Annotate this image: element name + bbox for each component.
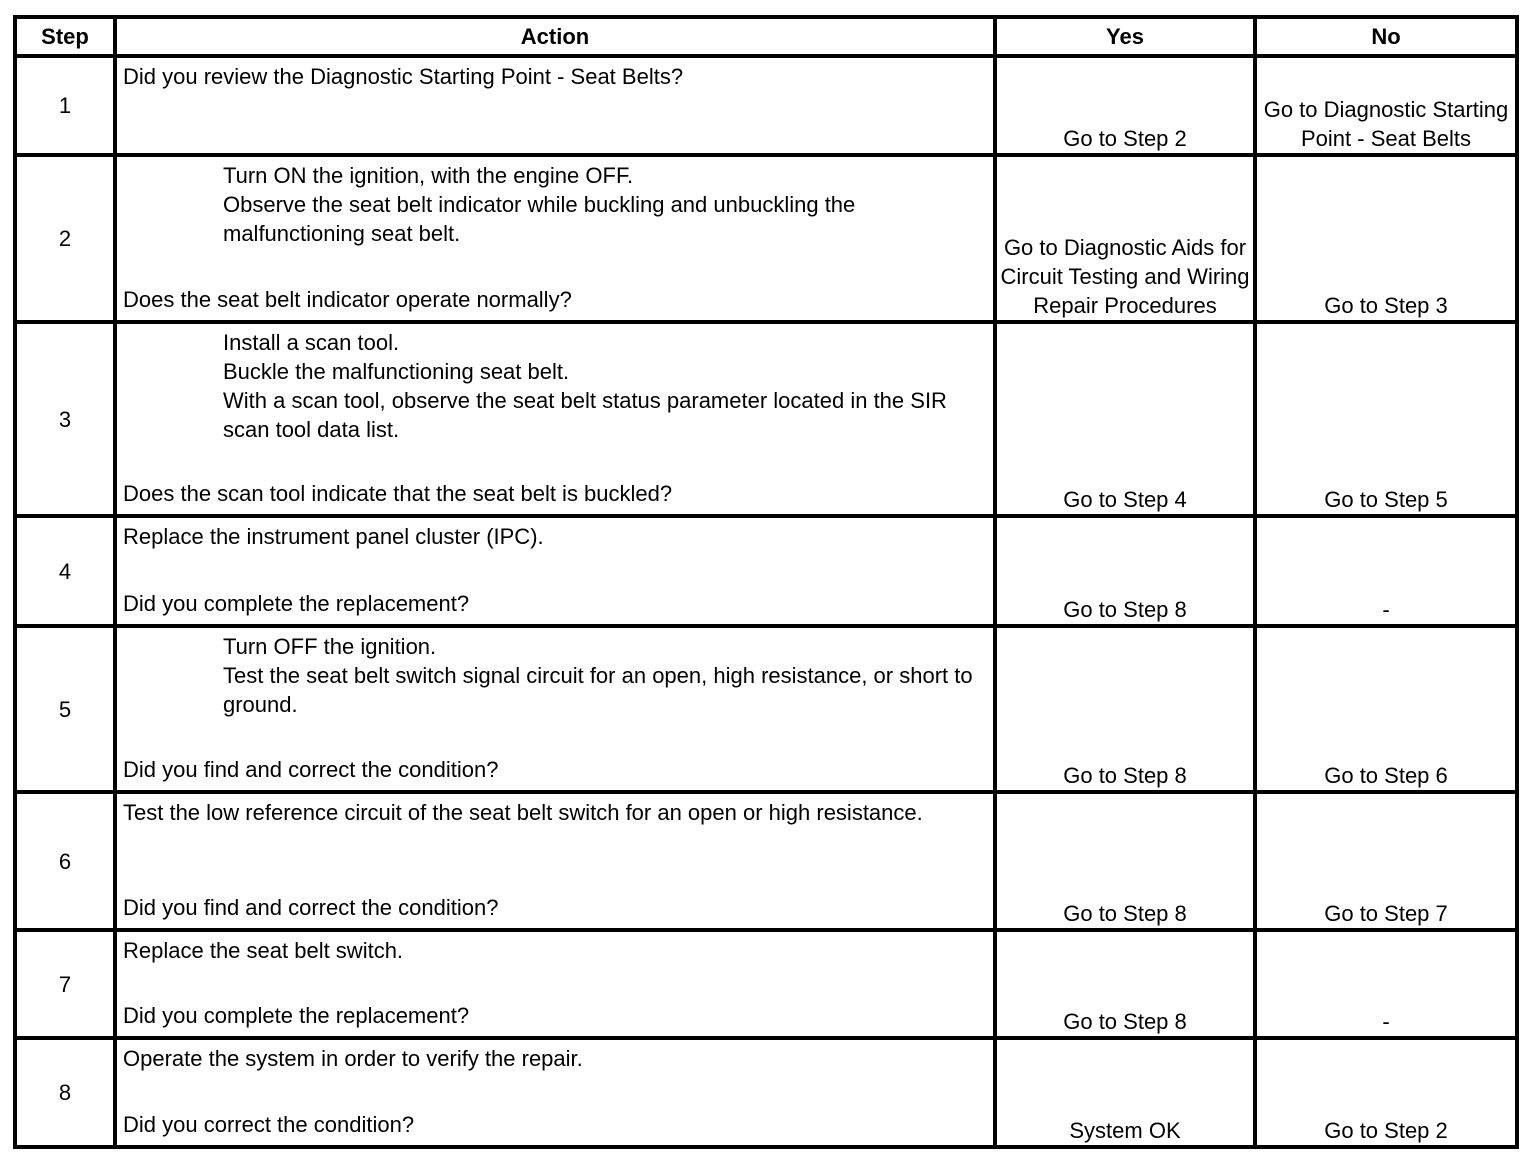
table-row (15, 930, 1517, 1038)
action-cell (115, 1038, 995, 1147)
instruction-item: Observe the seat belt indicator while buckling and unbuckling the malfunctioning seat belt. (223, 192, 856, 246)
table-row (15, 155, 1517, 322)
instruction-text: Replace the seat belt switch. (123, 938, 404, 963)
instruction-list (123, 161, 989, 248)
question-text: Did you review the Diagnostic Starting Point - Seat Belts? (123, 64, 684, 89)
step-number: 7 (15, 930, 115, 1038)
instruction-text: Test the low reference circuit of the seat belt switch for an open or high resistance. (123, 800, 923, 825)
instruction-list (123, 632, 989, 719)
yes-result: Go to Step 8 (995, 626, 1255, 792)
header-yes: Yes (995, 17, 1255, 56)
instruction-item: Buckle the malfunctioning seat belt. (223, 359, 570, 384)
no-result: - (1255, 930, 1517, 1038)
diagnostic-table (13, 15, 1519, 1149)
step-number: 6 (15, 792, 115, 930)
instruction-item: Test the seat belt switch signal circuit for an open, high resistance, or short to ground. (223, 663, 973, 717)
question-text: Did you find and correct the condition? (123, 757, 499, 782)
step-number: 2 (15, 155, 115, 322)
instruction-item: Install a scan tool. (223, 330, 400, 355)
header-action: Action (115, 17, 995, 56)
question-text: Does the scan tool indicate that the seat belt is buckled? (123, 481, 673, 506)
yes-result: Go to Step 8 (995, 516, 1255, 626)
no-result: - (1255, 516, 1517, 626)
no-result: Go to Step 6 (1255, 626, 1517, 792)
yes-result: Go to Step 4 (995, 322, 1255, 516)
action-cell (115, 56, 995, 155)
table-row (15, 322, 1517, 516)
yes-result: Go to Step 2 (995, 56, 1255, 155)
instruction-text: Operate the system in order to verify the repair. (123, 1046, 583, 1071)
instruction-item: With a scan tool, observe the seat belt status parameter located in the SIR scan tool data list. (223, 388, 947, 442)
action-cell (115, 792, 995, 930)
instruction-text: Replace the instrument panel cluster (IPC). (123, 524, 544, 549)
no-result: Go to Diagnostic Starting Point - Seat Belts (1255, 56, 1517, 155)
no-result: Go to Step 7 (1255, 792, 1517, 930)
table-row (15, 792, 1517, 930)
question-text: Did you find and correct the condition? (123, 895, 499, 920)
table-row (15, 1038, 1517, 1147)
action-cell (115, 322, 995, 516)
question-text: Did you complete the replacement? (123, 591, 470, 616)
yes-result: Go to Step 8 (995, 930, 1255, 1038)
action-cell (115, 516, 995, 626)
instruction-item: Turn OFF the ignition. (223, 634, 437, 659)
question-text: Does the seat belt indicator operate normally? (123, 287, 572, 312)
step-number: 1 (15, 56, 115, 155)
step-number: 4 (15, 516, 115, 626)
step-number: 3 (15, 322, 115, 516)
header-no: No (1255, 17, 1517, 56)
step-number: 5 (15, 626, 115, 792)
no-result: Go to Step 2 (1255, 1038, 1517, 1147)
instruction-list (123, 328, 989, 444)
action-cell (115, 930, 995, 1038)
instruction-item: Turn ON the ignition, with the engine OFF. (223, 163, 634, 188)
no-result: Go to Step 3 (1255, 155, 1517, 322)
yes-result: System OK (995, 1038, 1255, 1147)
table-row (15, 56, 1517, 155)
header-step: Step (15, 17, 115, 56)
step-number: 8 (15, 1038, 115, 1147)
table-row (15, 626, 1517, 792)
table-row (15, 516, 1517, 626)
question-text: Did you correct the condition? (123, 1112, 415, 1137)
header-row (15, 17, 1517, 56)
action-cell (115, 155, 995, 322)
action-cell (115, 626, 995, 792)
no-result: Go to Step 5 (1255, 322, 1517, 516)
yes-result: Go to Diagnostic Aids for Circuit Testing and Wiring Repair Procedures (995, 155, 1255, 322)
yes-result: Go to Step 8 (995, 792, 1255, 930)
question-text: Did you complete the replacement? (123, 1003, 470, 1028)
